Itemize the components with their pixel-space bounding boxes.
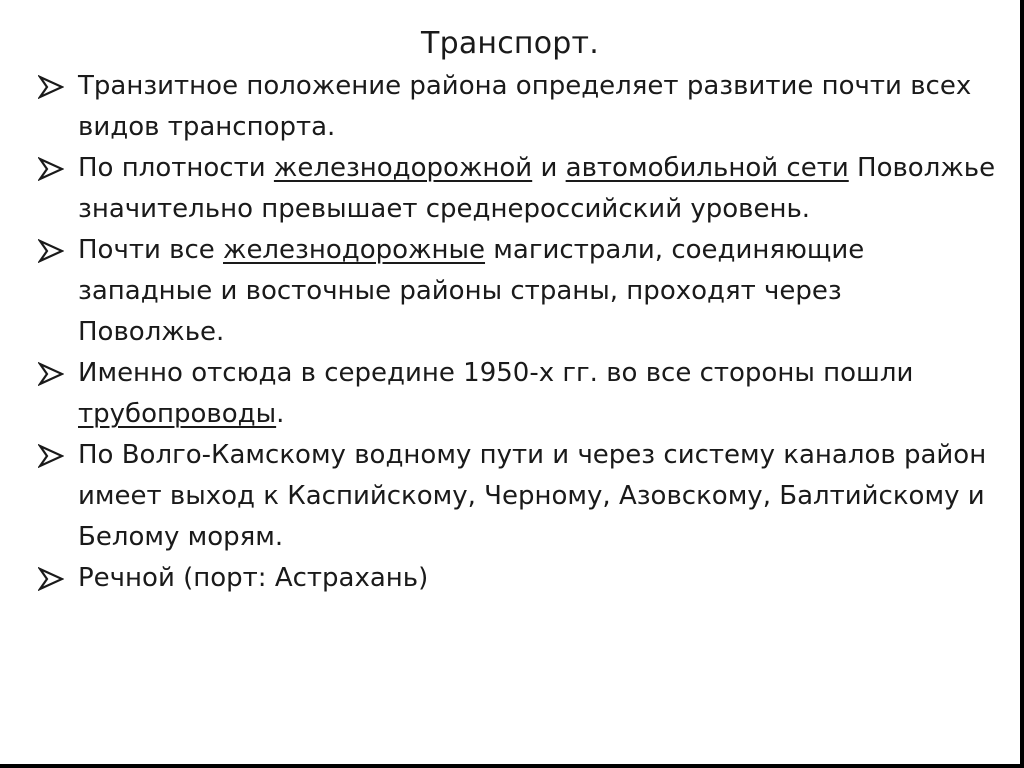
bullet-item-pipelines <box>36 353 996 435</box>
bullet-text: и <box>532 153 566 183</box>
arrowhead-bullet-icon <box>38 75 64 99</box>
bullet-item-transit <box>36 66 996 148</box>
bullet-text: Поволжье значительно превышает среднероссийский уровень. <box>78 153 996 224</box>
bullet-text: Почти все <box>78 235 224 265</box>
underlined-term-railways: железнодорожные <box>223 235 486 265</box>
bullet-item-waterways <box>36 435 996 558</box>
bullet-item-network-density <box>36 148 996 230</box>
bullet-text: По Волго-Камскому водному пути и через систему каналов район имеет выход к Каспийскому, Черному, Азовскому, Балтийскому и Белому морям. <box>78 440 987 552</box>
underlined-term-railway: железнодорожной <box>273 153 533 183</box>
underlined-term-pipelines: трубопроводы <box>78 399 277 429</box>
bullet-text: Именно отсюда в середине 1950-х гг. во все стороны пошли <box>78 358 914 388</box>
bullet-text: Транзитное положение района определяет развитие почти всех видов транспорта. <box>78 71 972 142</box>
bullet-text: магистрали, соединяющие западные и восточные районы страны, проходят через Поволжье. <box>78 235 865 347</box>
slide-title: Транспорт. <box>421 26 599 61</box>
bullet-text: Речной (порт: Астрахань) <box>78 563 429 593</box>
arrowhead-bullet-icon <box>38 362 64 386</box>
arrowhead-bullet-icon <box>38 444 64 468</box>
bullet-item-river-port <box>36 558 996 599</box>
bullet-text: . <box>276 399 285 429</box>
bullet-text: По плотности <box>78 153 274 183</box>
arrowhead-bullet-icon <box>38 567 64 591</box>
bullet-item-railway-mainlines <box>36 230 996 353</box>
underlined-term-road-network: автомобильной сети <box>565 153 849 183</box>
arrowhead-bullet-icon <box>38 239 64 263</box>
arrowhead-bullet-icon <box>38 157 64 181</box>
bullet-list <box>36 66 996 599</box>
